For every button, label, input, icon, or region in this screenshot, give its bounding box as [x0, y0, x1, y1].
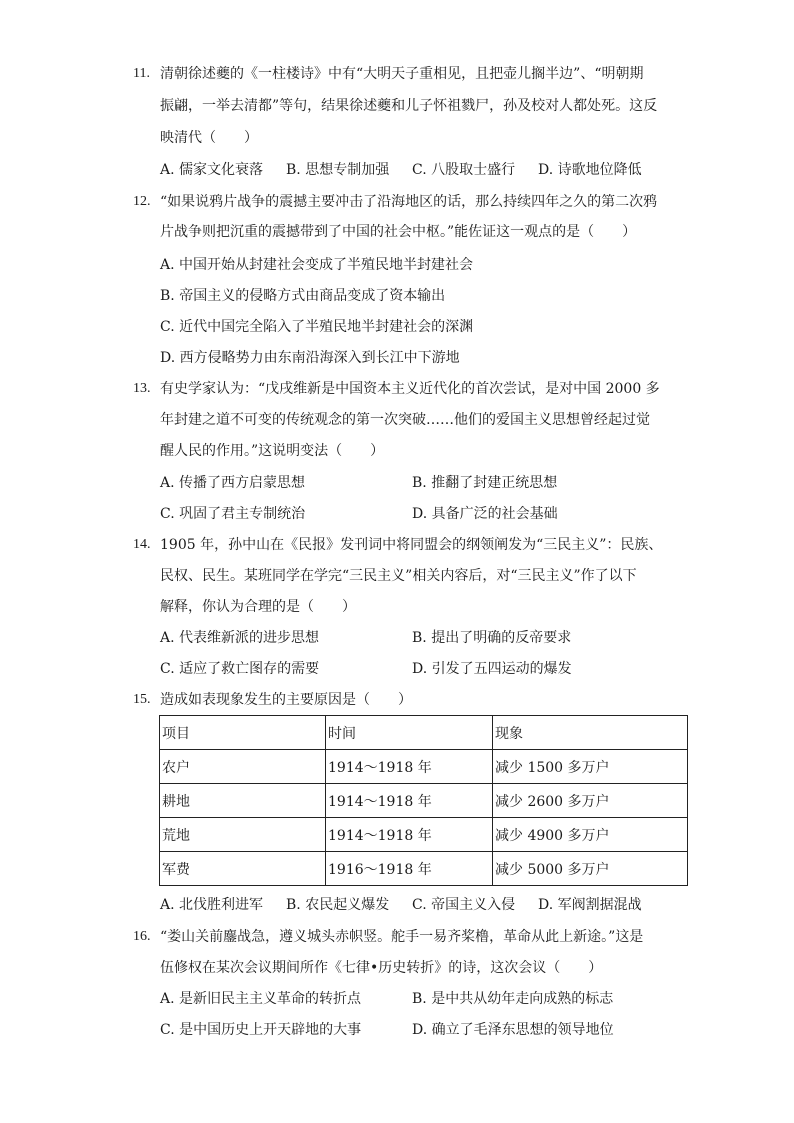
option-a: A. 北伐胜利进军 [160, 897, 264, 913]
table-cell: 减少 4900 多万户 [493, 818, 688, 852]
option-d: D. 军阀割据混战 [538, 897, 642, 913]
data-table [159, 715, 688, 886]
table-cell: 1916～1918 年 [326, 852, 493, 886]
table-cell: 农户 [160, 750, 326, 784]
option-d: D. 具备广泛的社会基础 [412, 506, 558, 522]
question-stem-line: 民权、民生。某班同学在学完“三民主义”相关内容后，对“三民主义”作了以下 [160, 568, 637, 584]
table-cell: 1914～1918 年 [326, 784, 493, 818]
option-d: D. 引发了五四运动的爆发 [412, 661, 572, 677]
table-cell: 减少 5000 多万户 [493, 852, 688, 886]
option-a: A. 儒家文化衰落 [160, 162, 264, 178]
option-b: B. 农民起义爆发 [286, 897, 390, 913]
table-row [160, 852, 688, 886]
table-row [160, 818, 688, 852]
question-stem-line: 有史学家认为：“戊戌维新是中国资本主义近代化的首次尝试，是对中国 2000 多 [160, 381, 660, 397]
question-stem-line: 1905 年，孙中山在《民报》发刊词中将同盟会的纲领阐发为“三民主义”：民族、 [160, 537, 663, 553]
table-row [160, 750, 688, 784]
question-number: 12. [133, 194, 151, 209]
option-a: A. 中国开始从封建社会变成了半殖民地半封建社会 [160, 257, 474, 273]
question-number: 13. [133, 381, 151, 396]
question-stem-line: 伍修权在某次会议期间所作《七律•历史转折》的诗，这次会议（ ） [160, 960, 603, 976]
table-cell: 耕地 [160, 784, 326, 818]
option-a: A. 是新旧民主主义革命的转折点 [160, 991, 362, 1007]
option-c: C. 适应了救亡图存的需要 [160, 661, 320, 677]
table-cell: 减少 1500 多万户 [493, 750, 688, 784]
table-cell: 1914～1918 年 [326, 818, 493, 852]
option-d: D. 西方侵略势力由东南沿海深入到长江中下游地 [160, 350, 460, 366]
question-stem-line: 年封建之道不可变的传统观念的第一次突破……他们的爱国主义思想曾经起过觉 [160, 412, 650, 428]
question-number: 14. [133, 537, 151, 552]
table-header-cell: 时间 [326, 716, 493, 750]
table-cell: 1914～1918 年 [326, 750, 493, 784]
option-b: B. 思想专制加强 [286, 162, 390, 178]
question-stem-line: 清朝徐述夔的《一柱楼诗》中有“大明天子重相见，且把壶儿搁半边”、“明朝期 [160, 66, 644, 82]
question-number: 15. [133, 692, 151, 707]
question-stem-line: “如果说鸦片战争的震撼主要冲击了沿海地区的话，那么持续四年之久的第二次鸦 [160, 194, 658, 210]
table-header-row [160, 716, 688, 750]
table-cell: 减少 2600 多万户 [493, 784, 688, 818]
option-c: C. 八股取士盛行 [412, 162, 516, 178]
question-stem-line: 造成如表现象发生的主要原因是（ ） [160, 692, 412, 708]
option-d: D. 确立了毛泽东思想的领导地位 [412, 1022, 614, 1038]
option-b: B. 是中共从幼年走向成熟的标志 [412, 991, 614, 1007]
option-a: A. 代表维新派的进步思想 [160, 630, 320, 646]
table-cell: 荒地 [160, 818, 326, 852]
question-stem-line: 振翩，一举去清都”等句，结果徐述夔和儿子怀祖戮尸，孙及校对人都处死。这反 [160, 98, 658, 114]
option-c: C. 近代中国完全陷入了半殖民地半封建社会的深渊 [160, 319, 474, 335]
option-b: B. 提出了明确的反帝要求 [412, 630, 572, 646]
table-header-cell: 现象 [493, 716, 688, 750]
table-cell: 军费 [160, 852, 326, 886]
table-row [160, 784, 688, 818]
question-stem-line: 解释，你认为合理的是（ ） [160, 599, 356, 615]
option-b: B. 推翻了封建正统思想 [412, 475, 558, 491]
option-d: D. 诗歌地位降低 [538, 162, 642, 178]
question-stem-line: 映清代（ ） [160, 130, 258, 146]
option-c: C. 帝国主义入侵 [412, 897, 516, 913]
option-b: B. 帝国主义的侵略方式由商品变成了资本输出 [160, 288, 446, 304]
question-stem-line: 片战争则把沉重的震撼带到了中国的社会中枢。”能佐证这一观点的是（ ） [160, 224, 637, 240]
option-c: C. 是中国历史上开天辟地的大事 [160, 1022, 362, 1038]
option-c: C. 巩固了君主专制统治 [160, 506, 306, 522]
question-stem-line: 醒人民的作用。”这说明变法（ ） [160, 443, 385, 459]
option-a: A. 传播了西方启蒙思想 [160, 475, 306, 491]
question-number: 11. [133, 66, 150, 81]
table-header-cell: 项目 [160, 716, 326, 750]
question-stem-line: “娄山关前鏖战急，遵义城头赤帜竖。舵手一易齐桨橹，革命从此上新途。”这是 [160, 929, 644, 945]
question-number: 16. [133, 929, 151, 944]
